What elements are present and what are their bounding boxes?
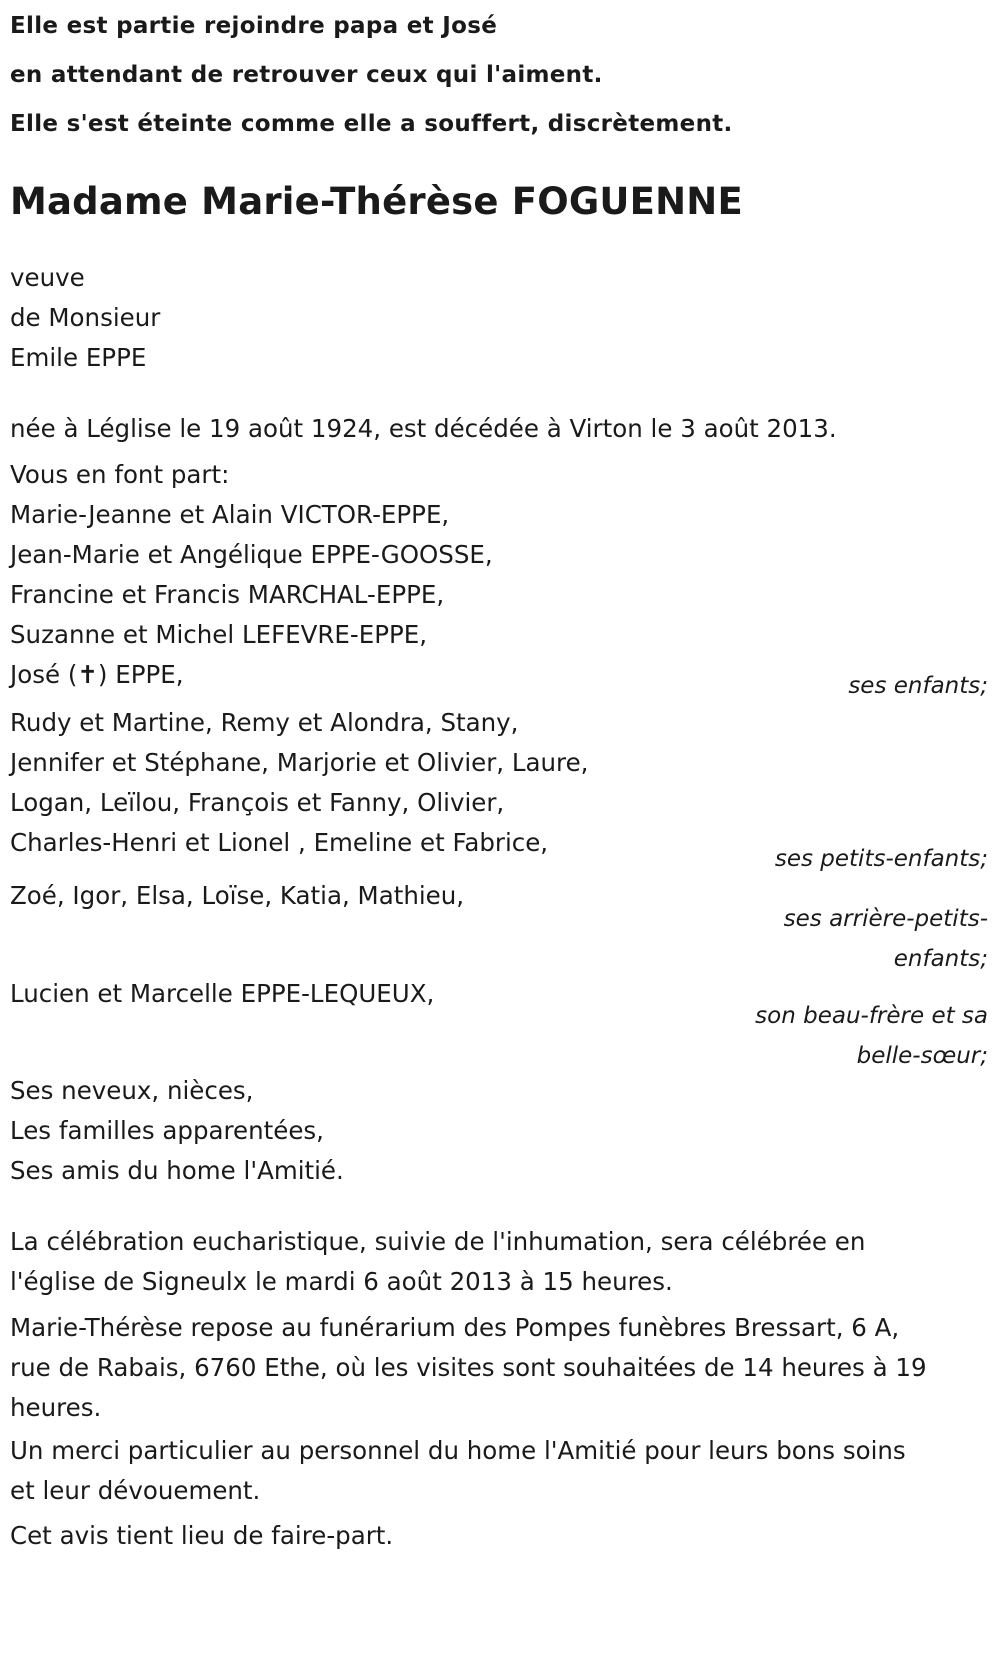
grandchildren-role: ses petits-enfants; — [774, 846, 988, 872]
other-entry: Ses amis du home l'Amitié. — [10, 1156, 344, 1185]
great-grandchildren-role: ses arrière-petits- enfants; — [783, 906, 988, 972]
grandchild-entry: Logan, Leïlou, François et Fanny, Olivier, — [10, 788, 505, 817]
children-role: ses enfants; — [848, 673, 988, 699]
child-entry: Jean-Marie et Angélique EPPE-GOOSSE, — [10, 540, 493, 569]
closing-line: Cet avis tient lieu de faire-part. — [10, 1521, 394, 1550]
intro-line: en attendant de retrouver ceux qui l'aiment. — [10, 62, 603, 88]
widow-line: veuve — [10, 263, 85, 292]
grandchild-entry: Charles-Henri et Lionel , Emeline et Fabrice, — [10, 828, 549, 857]
child-entry: Marie-Jeanne et Alain VICTOR-EPPE, — [10, 500, 450, 529]
in-laws-role: son beau-frère et sa belle-sœur; — [755, 1003, 988, 1069]
intro-quote — [10, 0, 990, 149]
other-entry: Ses neveux, nièces, — [10, 1076, 254, 1105]
repose-paragraph: Marie-Thérèse repose au funérarium des Pompes funèbres Bressart, 6 A, rue de Rabais, 6760 Ethe, où les visites sont souhaitées de 14 heures à 19 heures. — [10, 1313, 927, 1422]
ceremony-paragraph: La célébration eucharistique, suivie de l'inhumation, sera célébrée en l'église de Signeulx le mardi 6 août 2013 à 15 heures. — [10, 1227, 866, 1296]
grandchild-entry: Jennifer et Stéphane, Marjorie et Olivier, Laure, — [10, 748, 589, 777]
children-section — [10, 455, 990, 695]
intro-line: Elle s'est éteinte comme elle a souffert, discrètement. — [10, 111, 733, 137]
birth-death: née à Léglise le 19 août 1924, est décédée à Virton le 3 août 2013. — [10, 414, 837, 443]
in-laws-section: Lucien et Marcelle EPPE-LEQUEUX, — [10, 979, 435, 1008]
other-entry: Les familles apparentées, — [10, 1116, 324, 1145]
grandchild-entry: Rudy et Martine, Remy et Alondra, Stany, — [10, 708, 519, 737]
great-grandchildren-section: Zoé, Igor, Elsa, Loïse, Katia, Mathieu, — [10, 881, 465, 910]
child-entry: Suzanne et Michel LEFEVRE-EPPE, — [10, 620, 428, 649]
others-section — [10, 1071, 990, 1191]
intro-line: Elle est partie rejoindre papa et José — [10, 13, 498, 39]
child-entry: Francine et Francis MARCHAL-EPPE, — [10, 580, 445, 609]
child-entry: José (✝) EPPE, — [10, 660, 184, 689]
announce-text: Vous en font part: — [10, 460, 230, 489]
widow-line: Emile EPPE — [10, 343, 147, 372]
deceased-name: Madame Marie-Thérèse FOGUENNE — [10, 180, 743, 223]
widow-of — [10, 258, 990, 378]
widow-line: de Monsieur — [10, 303, 161, 332]
thanks-paragraph: Un merci particulier au personnel du home l'Amitié pour leurs bons soins et leur dévouement. — [10, 1436, 906, 1505]
obituary-page — [10, 0, 990, 1550]
